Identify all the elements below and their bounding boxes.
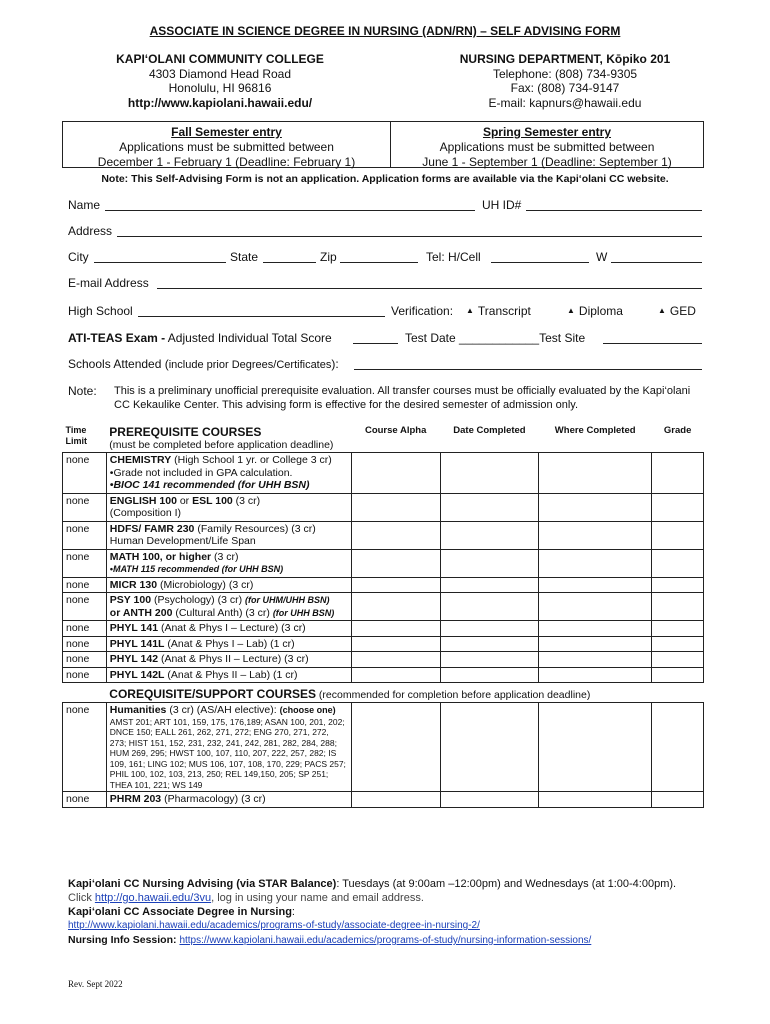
course-phrm	[106, 792, 351, 808]
fall-entry-box	[62, 121, 391, 168]
work-phone-field[interactable]	[611, 262, 702, 263]
course-detail: (Anat & Phys I – Lab) (1 cr)	[164, 637, 295, 650]
grade-cell[interactable]	[652, 493, 704, 521]
date-completed-cell[interactable]	[440, 453, 538, 494]
course-humanities	[106, 703, 351, 792]
course-name: MATH 100	[109, 550, 160, 563]
preliminary-note	[68, 384, 691, 411]
college-header	[100, 52, 340, 110]
address-field[interactable]	[117, 236, 702, 237]
preliminary-note-text: This is a preliminary unofficial prerequisite evaluation. All transfer courses must be officially evaluated by the Kapi‘olani CC Kekaulike Center. This advising form is effective for the desired semester of admission only.	[114, 385, 691, 411]
date-completed-cell[interactable]	[440, 593, 538, 621]
name-field[interactable]	[105, 210, 475, 211]
email-label: E-mail Address	[68, 276, 149, 290]
department-fax: Fax: (808) 734-9147	[510, 81, 620, 95]
college-website[interactable]: http://www.kapiolani.hawaii.edu/	[127, 95, 313, 110]
schools-attended-field[interactable]	[354, 369, 702, 370]
where-completed-cell[interactable]	[539, 621, 652, 637]
course-alpha-cell[interactable]	[351, 577, 440, 593]
test-site-field[interactable]	[603, 343, 702, 344]
date-completed-cell[interactable]	[440, 703, 538, 792]
course-chemistry	[106, 453, 351, 494]
time-limit-cell: none	[63, 593, 107, 621]
diploma-checkbox-icon[interactable]: ▲	[567, 306, 575, 315]
grade-cell[interactable]	[652, 621, 704, 637]
course-alpha-cell[interactable]	[351, 621, 440, 637]
course-math	[106, 549, 351, 577]
course-recommendation: •BIOC 141 recommended (for UHH BSN)	[109, 479, 310, 491]
course-detail: (Anat & Phys II – Lecture) (3 cr)	[158, 653, 309, 665]
coreq-header	[106, 683, 703, 703]
course-detail: (Pharmacology) (3 cr)	[161, 793, 266, 805]
zip-field[interactable]	[340, 262, 418, 263]
course-name: HDFS/ FAMR 230	[109, 522, 195, 535]
click-text: Click	[68, 892, 95, 904]
ati-teas-score-label: Adjusted Individual Total Score	[167, 331, 332, 345]
where-completed-cell[interactable]	[539, 703, 652, 792]
course-alpha-cell[interactable]	[351, 652, 440, 668]
table-row	[63, 792, 704, 808]
course-name: PHYL 141L	[109, 637, 165, 650]
footer-info	[68, 877, 728, 948]
date-completed-cell[interactable]	[440, 621, 538, 637]
coreq-title: COREQUISITE/SUPPORT COURSES	[109, 687, 316, 701]
grade-cell[interactable]	[652, 453, 704, 494]
date-completed-cell[interactable]	[440, 493, 538, 521]
where-completed-cell[interactable]	[539, 577, 652, 593]
coreq-header-row	[63, 683, 704, 703]
course-name: PSY 100	[109, 594, 152, 606]
ati-teas-label	[68, 331, 332, 345]
schools-label-end: ):	[331, 357, 339, 371]
table-row	[63, 621, 704, 637]
work-phone-label: W	[596, 250, 608, 264]
grade-header: Grade	[663, 425, 692, 436]
grade-cell[interactable]	[652, 577, 704, 593]
high-school-field[interactable]	[138, 316, 385, 317]
department-header	[440, 52, 690, 110]
grade-cell[interactable]	[652, 703, 704, 792]
session-line	[68, 933, 728, 948]
course-alt-note: (for UHH BSN)	[272, 607, 335, 618]
where-completed-cell[interactable]	[539, 521, 652, 549]
coreq-subtitle: (recommended for completion before application deadline)	[316, 689, 591, 701]
advising-title: Kapi‘olani CC Nursing Advising (via STAR Balance)	[68, 878, 337, 890]
tel-field[interactable]	[491, 262, 589, 263]
date-completed-cell[interactable]	[440, 521, 538, 549]
ged-option[interactable]	[658, 304, 696, 318]
course-name: PHYL 142	[109, 653, 159, 665]
course-alpha-cell[interactable]	[351, 636, 440, 652]
course-alpha-cell[interactable]	[351, 549, 440, 577]
grade-cell[interactable]	[652, 593, 704, 621]
degree-title: Kapi‘olani CC Associate Degree in Nursing	[68, 906, 292, 918]
course-detail: (Psychology) (3 cr)	[151, 594, 245, 606]
table-row	[63, 593, 704, 621]
application-note: Note: This Self-Advising Form is not an application. Application forms are available via the Kapi‘olani CC website.	[101, 173, 669, 185]
grade-cell[interactable]	[652, 792, 704, 808]
course-alpha-cell[interactable]	[351, 792, 440, 808]
time-limit-cell: none	[63, 636, 107, 652]
table-row	[63, 521, 704, 549]
where-completed-header: Where Completed	[554, 425, 636, 436]
session-link[interactable]: https://www.kapiolani.hawaii.edu/academics/programs-of-study/nursing-information-sessions/	[179, 935, 592, 946]
course-note: •Grade not included in GPA calculation.	[109, 466, 293, 479]
table-row	[63, 703, 704, 792]
course-alpha-cell[interactable]	[351, 521, 440, 549]
table-row	[63, 453, 704, 494]
table-row	[63, 493, 704, 521]
tel-label: Tel: H/Cell	[426, 250, 481, 264]
course-alpha-cell[interactable]	[351, 593, 440, 621]
degree-colon: :	[291, 906, 295, 918]
department-telephone: Telephone: (808) 734-9305	[492, 66, 638, 81]
course-name: Humanities	[109, 704, 167, 716]
course-name: PHYL 141	[109, 622, 159, 634]
date-completed-cell[interactable]	[440, 667, 538, 683]
course-hdfs	[106, 521, 351, 549]
schools-label-start: Schools Attended (	[68, 357, 169, 371]
course-phyl-141l	[106, 636, 351, 652]
where-completed-cell[interactable]	[539, 652, 652, 668]
where-completed-cell[interactable]	[539, 493, 652, 521]
city-label: City	[68, 250, 89, 264]
date-completed-cell[interactable]	[440, 792, 538, 808]
course-phyl-141	[106, 621, 351, 637]
course-credits: (3 cr)	[211, 550, 239, 563]
course-detail: (Anat & Phys I – Lecture) (3 cr)	[158, 622, 306, 634]
course-english	[106, 493, 351, 521]
humanities-course-list: AMST 201; ART 101, 159, 175, 176,189; ASAN 100, 201, 202; DNCE 150; EALL 261, 262, 271, 272; ENG 270, 271, 272, 273; HIST 151, 152, 231, 232, 241, 242, 281, 282, 284, 288; HUM 269, 295; HWST 100, 107, 110, 207, 222, 257, 282; IS 109, 161; LING 102; MUS 106, 107, 108, 170, 229; PACS 257; PHIL 100, 102, 103, 213, 250; REL 149,150, 205; SP 251; THEA 101, 221; WS 149	[109, 716, 346, 790]
course-name: CHEMISTRY	[109, 454, 172, 466]
state-field[interactable]	[263, 262, 316, 263]
uh-id-field[interactable]	[526, 210, 702, 211]
course-detail: (Composition I)	[109, 507, 181, 519]
fall-entry-line2: December 1 - February 1 (Deadline: February 1)	[97, 155, 356, 169]
course-or: or	[176, 494, 193, 507]
table-header-row	[63, 424, 704, 453]
table-row	[63, 549, 704, 577]
click-line	[68, 891, 728, 905]
prerequisite-title: PREREQUISITE COURSES	[109, 425, 262, 439]
course-alpha-cell[interactable]	[351, 453, 440, 494]
course-detail: (Family Resources) (3 cr)	[194, 522, 316, 535]
department-email[interactable]: E-mail: kapnurs@hawaii.edu	[488, 95, 642, 110]
fall-entry-line1: Applications must be submitted between	[119, 140, 334, 154]
session-title: Nursing Info Session:	[68, 934, 177, 946]
ged-checkbox-icon[interactable]: ▲	[658, 306, 666, 315]
ged-label: GED	[669, 304, 696, 318]
time-limit-cell: none	[63, 521, 107, 549]
department-name: NURSING DEPARTMENT, Kōpiko 201	[459, 52, 671, 66]
grade-cell[interactable]	[652, 549, 704, 577]
degree-line	[68, 905, 728, 919]
date-completed-cell[interactable]	[440, 652, 538, 668]
name-label: Name	[68, 198, 101, 212]
course-psy	[106, 593, 351, 621]
course-detail: (Microbiology) (3 cr)	[157, 578, 254, 591]
time-limit-cell: none	[63, 549, 107, 577]
time-limit-cell: none	[63, 621, 107, 637]
preliminary-note-label: Note:	[68, 384, 97, 398]
course-alpha-header: Course Alpha	[364, 425, 427, 436]
date-completed-header: Date Completed	[453, 425, 526, 436]
course-name: PHRM 203	[109, 793, 162, 805]
course-alpha-cell[interactable]	[351, 667, 440, 683]
time-limit-cell: none	[63, 667, 107, 683]
course-alpha-cell[interactable]	[351, 493, 440, 521]
schools-attended-label	[68, 357, 339, 371]
form-title: ASSOCIATE IN SCIENCE DEGREE IN NURSING (ADN/RN) – SELF ADVISING FORM	[149, 24, 621, 38]
degree-link[interactable]: http://www.kapiolani.hawaii.edu/academics/programs-of-study/associate-degree-in-nursing-2/	[68, 920, 480, 931]
transcript-checkbox-icon[interactable]: ▲	[466, 306, 474, 315]
diploma-label: Diploma	[578, 304, 623, 318]
advising-line	[68, 877, 728, 891]
date-completed-cell[interactable]	[440, 636, 538, 652]
college-name: KAPI‘OLANI COMMUNITY COLLEGE	[116, 52, 324, 66]
course-phyl-142l	[106, 667, 351, 683]
where-completed-cell[interactable]	[539, 636, 652, 652]
course-name: PHYL 142L	[109, 668, 165, 681]
course-phyl-142	[106, 652, 351, 668]
time-limit-cell: none	[63, 493, 107, 521]
revision-date: Rev. Sept 2022	[68, 979, 123, 989]
college-address2: Honolulu, HI 96816	[168, 81, 272, 95]
time-limit-header: Time Limit	[65, 425, 87, 446]
city-field[interactable]	[94, 262, 226, 263]
address-label: Address	[68, 224, 113, 238]
date-completed-cell[interactable]	[440, 577, 538, 593]
grade-cell[interactable]	[652, 667, 704, 683]
table-row	[63, 667, 704, 683]
state-label: State	[230, 250, 259, 264]
course-name: MICR 130	[109, 578, 158, 591]
spring-entry-box	[390, 121, 704, 168]
coreq-spacer	[63, 683, 107, 703]
degree-link-line	[68, 919, 728, 933]
verification-label: Verification:	[391, 304, 454, 318]
course-micr	[106, 577, 351, 593]
time-limit-cell: none	[63, 792, 107, 808]
time-limit-cell: none	[63, 577, 107, 593]
schools-label-detail: include prior Degrees/Certificates	[168, 359, 332, 371]
email-field[interactable]	[157, 288, 702, 289]
uh-id-label: UH ID#	[482, 198, 522, 212]
date-completed-cell[interactable]	[440, 549, 538, 577]
star-link[interactable]: http://go.hawaii.edu/3vu	[94, 892, 212, 904]
course-detail: (High School 1 yr. or College 3 cr)	[171, 454, 332, 466]
table-row	[63, 577, 704, 593]
course-name: ENGLISH 100	[109, 494, 177, 507]
prerequisite-header	[106, 424, 351, 453]
course-recommendation: •MATH 115 recommended (for UHH BSN)	[109, 564, 284, 574]
course-alt-detail: (Cultural Anth) (3 cr)	[172, 606, 273, 619]
course-or-higher: , or higher	[159, 550, 212, 563]
spring-entry-line2: June 1 - September 1 (Deadline: September 1)	[422, 155, 672, 169]
requirements-table	[62, 424, 704, 808]
transcript-label: Transcript	[477, 304, 531, 318]
course-alt-name: ESL 100	[192, 494, 233, 507]
spring-entry-title: Spring Semester entry	[482, 125, 612, 139]
course-alt-name: or ANTH 200	[109, 606, 173, 619]
where-completed-cell[interactable]	[539, 792, 652, 808]
course-alpha-cell[interactable]	[351, 703, 440, 792]
course-credits: (3 cr)	[232, 494, 261, 507]
prerequisite-subtitle: (must be completed before application deadline)	[109, 439, 334, 451]
grade-cell[interactable]	[652, 636, 704, 652]
course-note: (for UHM/UHH BSN)	[245, 595, 330, 605]
course-subtitle: Human Development/Life Span	[109, 535, 256, 547]
course-choose-note: (choose one)	[279, 705, 336, 715]
course-detail: (Anat & Phys II – Lab) (1 cr)	[164, 668, 298, 681]
ati-teas-title: ATI-TEAS Exam -	[68, 331, 166, 345]
where-completed-cell[interactable]	[539, 667, 652, 683]
ati-score-field[interactable]	[353, 343, 398, 344]
college-address1: 4303 Diamond Head Road	[148, 66, 292, 81]
where-completed-cell[interactable]	[539, 593, 652, 621]
where-completed-cell[interactable]	[539, 453, 652, 494]
click-instructions: , log in using your name and email address.	[211, 892, 424, 904]
time-limit-cell: none	[63, 703, 107, 792]
test-date-site-label: Test Date ____________Test Site	[405, 331, 586, 345]
high-school-label: High School	[68, 304, 133, 318]
spring-entry-line1: Applications must be submitted between	[439, 140, 655, 154]
table-row	[63, 636, 704, 652]
grade-cell[interactable]	[652, 521, 704, 549]
advising-hours: : Tuesdays (at 9:00am –12:00pm) and Wednesdays (at 1:00-4:00pm).	[336, 878, 677, 890]
course-detail: (3 cr) (AS/AH elective):	[166, 704, 280, 716]
table-row	[63, 652, 704, 668]
transcript-option[interactable]	[466, 304, 531, 318]
time-limit-cell: none	[63, 652, 107, 668]
diploma-option[interactable]	[567, 304, 623, 318]
zip-label: Zip	[320, 250, 337, 264]
fall-entry-title: Fall Semester entry	[171, 125, 282, 139]
where-completed-cell[interactable]	[539, 549, 652, 577]
grade-cell[interactable]	[652, 652, 704, 668]
time-limit-cell: none	[63, 453, 107, 494]
